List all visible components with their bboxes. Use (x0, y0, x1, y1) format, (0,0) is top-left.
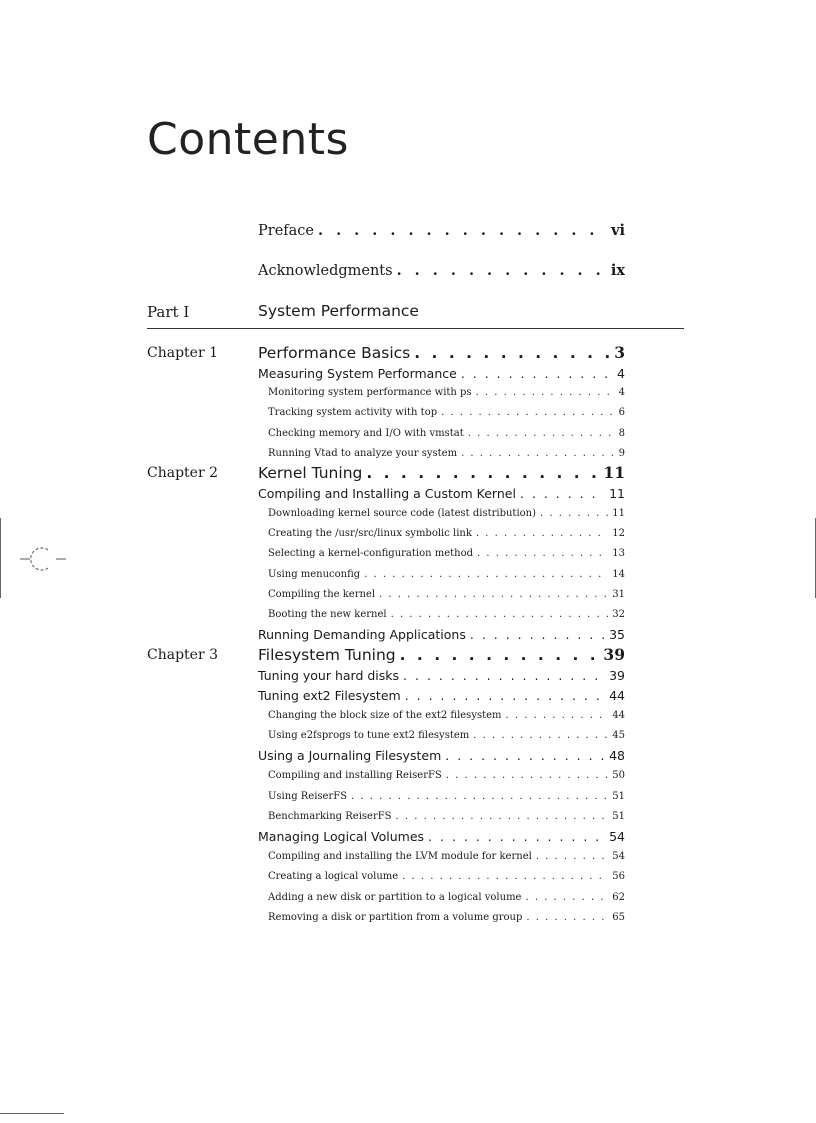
toc-entry-acknowledgments[interactable] (258, 262, 625, 279)
toc-chapter-3[interactable] (258, 645, 625, 664)
toc-entry-label: Acknowledgments (258, 263, 393, 279)
crop-mark (0, 518, 1, 598)
subsection-title: Downloading kernel source code (latest distribution) (268, 508, 536, 519)
chapter-label: Chapter 3 (147, 647, 218, 663)
section-title: Tuning your hard disks (258, 668, 400, 683)
subsection-page: 11 (612, 508, 625, 519)
section-title: Measuring System Performance (258, 366, 457, 381)
subsection-page: 50 (612, 770, 625, 781)
subsection-title: Tracking system activity with top (268, 407, 438, 418)
subsection-page: 12 (612, 528, 625, 539)
subsection-page: 31 (612, 589, 625, 600)
chapter-title: Filesystem Tuning (258, 646, 396, 664)
leader-dots (351, 791, 608, 802)
registration-mark-icon (20, 546, 66, 572)
toc-subsection[interactable] (268, 871, 625, 882)
page-title: Contents (147, 114, 349, 165)
section-page: 44 (609, 688, 625, 703)
toc-section[interactable] (258, 627, 625, 642)
leader-dots (318, 222, 607, 239)
toc-section[interactable] (258, 748, 625, 763)
chapter-label: Chapter 1 (147, 345, 218, 361)
toc-entry-page: ix (610, 262, 625, 279)
subsection-title: Compiling and installing the LVM module for kernel (268, 851, 532, 862)
subsection-page: 6 (618, 407, 625, 418)
subsection-title: Using e2fsprogs to tune ext2 filesystem (268, 730, 470, 741)
subsection-page: 4 (618, 387, 625, 398)
subsection-page: 14 (612, 569, 625, 580)
subsection-page: 32 (612, 609, 625, 620)
subsection-page: 51 (612, 791, 625, 802)
toc-entry-preface[interactable] (258, 222, 625, 239)
toc-section[interactable] (258, 829, 625, 844)
leader-dots (540, 508, 608, 519)
subsection-title: Using ReiserFS (268, 791, 348, 802)
subsection-title: Changing the block size of the ext2 filesystem (268, 710, 502, 721)
subsection-title: Monitoring system performance with ps (268, 387, 472, 398)
chapter-label: Chapter 2 (147, 465, 218, 481)
subsection-page: 13 (612, 548, 625, 559)
subsection-page: 51 (612, 811, 625, 822)
toc-subsection[interactable] (268, 791, 625, 802)
subsection-page: 54 (612, 851, 625, 862)
subsection-title: Compiling the kernel (268, 589, 376, 600)
section-page: 35 (609, 627, 625, 642)
toc-chapter-2[interactable] (258, 463, 625, 482)
section-page: 48 (609, 748, 625, 763)
subsection-title: Booting the new kernel (268, 609, 387, 620)
toc-subsection[interactable] (268, 851, 625, 862)
toc-subsection[interactable] (268, 730, 625, 741)
subsection-page: 56 (612, 871, 625, 882)
leader-dots (400, 646, 600, 664)
leader-dots (397, 262, 607, 279)
toc-section[interactable] (258, 688, 625, 703)
toc-subsection[interactable] (268, 892, 625, 903)
subsection-title: Removing a disk or partition from a volume group (268, 912, 523, 923)
subsection-title: Adding a new disk or partition to a logical volume (268, 892, 522, 903)
leader-dots (405, 688, 605, 703)
leader-dots (506, 710, 609, 721)
leader-dots (396, 811, 609, 822)
leader-dots (476, 528, 608, 539)
chapter-title: Kernel Tuning (258, 464, 363, 482)
leader-dots (525, 892, 608, 903)
toc-subsection[interactable] (268, 508, 625, 519)
subsection-title: Using menuconfig (268, 569, 361, 580)
subsection-page: 9 (618, 448, 625, 459)
leader-dots (468, 428, 615, 439)
leader-dots (473, 730, 608, 741)
section-page: 11 (609, 486, 625, 501)
leader-dots (476, 387, 615, 398)
subsection-title: Checking memory and I/O with vmstat (268, 428, 464, 439)
section-title: Running Demanding Applications (258, 627, 466, 642)
leader-dots (379, 589, 608, 600)
leader-dots (428, 829, 605, 844)
section-title: Managing Logical Volumes (258, 829, 425, 844)
leader-dots (403, 668, 605, 683)
toc-subsection[interactable] (268, 387, 625, 398)
leader-dots (470, 627, 605, 642)
toc-section[interactable] (258, 366, 625, 381)
subsection-page: 62 (612, 892, 625, 903)
subsection-page: 65 (612, 912, 625, 923)
part-divider (147, 328, 684, 329)
chapter-page: 11 (603, 463, 625, 482)
subsection-title: Benchmarking ReiserFS (268, 811, 392, 822)
toc-subsection[interactable] (268, 609, 625, 620)
subsection-title: Running Vtad to analyze your system (268, 448, 458, 459)
leader-dots (461, 448, 615, 459)
toc-subsection[interactable] (268, 589, 625, 600)
toc-subsection[interactable] (268, 912, 625, 923)
chapter-page: 3 (614, 343, 625, 362)
toc-entry-page: vi (611, 222, 625, 239)
leader-dots (446, 770, 608, 781)
leader-dots (461, 366, 613, 381)
toc-subsection[interactable] (268, 569, 625, 580)
leader-dots (526, 912, 608, 923)
section-page: 54 (609, 829, 625, 844)
chapter-page: 39 (603, 645, 625, 664)
part-title: System Performance (258, 302, 419, 320)
leader-dots (477, 548, 608, 559)
subsection-page: 45 (612, 730, 625, 741)
subsection-page: 44 (612, 710, 625, 721)
toc-subsection[interactable] (268, 448, 625, 459)
toc-entry-label: Preface (258, 223, 314, 239)
chapter-title: Performance Basics (258, 344, 411, 362)
section-title: Using a Journaling Filesystem (258, 748, 442, 763)
toc-subsection[interactable] (268, 528, 625, 539)
toc-subsection[interactable] (268, 548, 625, 559)
leader-dots (364, 569, 608, 580)
section-title: Tuning ext2 Filesystem (258, 688, 401, 703)
part-label: Part I (147, 303, 190, 321)
leader-dots (536, 851, 608, 862)
leader-dots (441, 407, 615, 418)
subsection-title: Compiling and installing ReiserFS (268, 770, 442, 781)
leader-dots (402, 871, 608, 882)
subsection-page: 8 (618, 428, 625, 439)
leader-dots (520, 486, 605, 501)
section-page: 4 (617, 366, 625, 381)
toc-section[interactable] (258, 668, 625, 683)
leader-dots (391, 609, 609, 620)
toc-subsection[interactable] (268, 428, 625, 439)
subsection-title: Selecting a kernel-configuration method (268, 548, 474, 559)
crop-mark (0, 1113, 64, 1114)
toc-subsection[interactable] (268, 710, 625, 721)
section-page: 39 (609, 668, 625, 683)
toc-section[interactable] (258, 486, 625, 501)
toc-subsection[interactable] (268, 407, 625, 418)
subsection-title: Creating the /usr/src/linux symbolic link (268, 528, 472, 539)
leader-dots (414, 344, 610, 362)
toc-subsection[interactable] (268, 770, 625, 781)
toc-chapter-1[interactable] (258, 343, 625, 362)
leader-dots (366, 464, 599, 482)
toc-subsection[interactable] (268, 811, 625, 822)
section-title: Compiling and Installing a Custom Kernel (258, 486, 516, 501)
subsection-title: Creating a logical volume (268, 871, 399, 882)
leader-dots (445, 748, 605, 763)
